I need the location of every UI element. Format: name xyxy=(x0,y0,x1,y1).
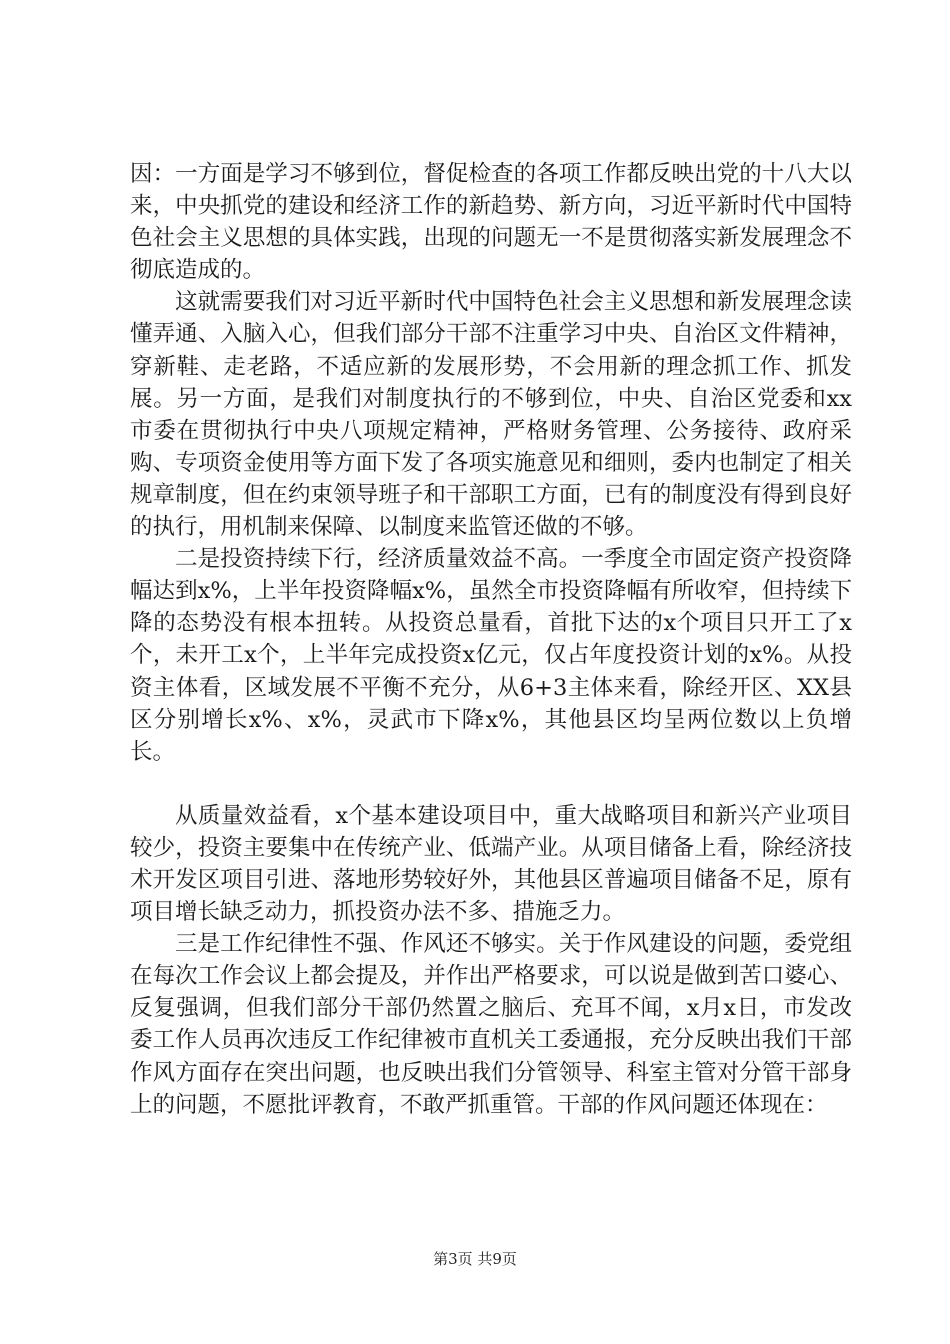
paragraph-2: 这就需要我们对习近平新时代中国特色社会主义思想和新发展理念读懂弄通、入脑入心，但我们部分干部不注重学习中央、自治区文件精神，穿新鞋、走老路，不适应新的发展形势，不会用新的理念抓工作、抓发展。另一方面，是我们对制度执行的不够到位，中央、自治区党委和xx市委在贯彻执行中央八项规定精神，严格财务管理、公务接待、政府采购、专项资金使用等方面下发了各项实施意见和细则，委内也制定了相关规章制度，但在约束领导班子和干部职工方面，已有的制度没有得到良好的执行，用机制来保障、以制度来监管还做的不够。 xyxy=(130,289,852,541)
paragraph-4: 从质量效益看，x个基本建设项目中，重大战略项目和新兴产业项目较少，投资主要集中在传统产业、低端产业。从项目储备上看，除经济技术开发区项目引进、落地形势较好外，其他县区普遍项目储备不足，原有项目增长缺乏动力，抓投资办法不多、措施乏力。 xyxy=(130,802,852,926)
document-body xyxy=(130,158,852,1121)
page-footer: 第3页 共9页 xyxy=(433,1250,517,1268)
paragraph-gap xyxy=(130,768,852,800)
paragraph-3: 二是投资持续下行，经济质量效益不高。一季度全市固定资产投资降幅达到x%，上半年投资降幅x%，虽然全市投资降幅有所收窄，但持续下降的态势没有根本扭转。从投资总量看，首批下达的x个项目只开工了x个，未开工x个，上半年完成投资x亿元，仅占年度投资计划的x%。从投资主体看，区域发展不平衡不充分，从6+3主体来看，除经开区、XX县区分别增长x%、x%，灵武市下降x%，其他县区均呈两位数以上负增长。 xyxy=(130,546,852,765)
paragraph-5: 三是工作纪律性不强、作风还不够实。关于作风建设的问题，委党组在每次工作会议上都会提及，并作出严格要求，可以说是做到苦口婆心、反复强调，但我们部分干部仍然置之脑后、充耳不闻，x月x日，市发改委工作人员再次违反工作纪律被市直机关工委通报，充分反映出我们干部作风方面存在突出问题，也反映出我们分管领导、科室主管对分管干部身上的问题，不愿批评教育，不敢严抓重管。干部的作风问题还体现在： xyxy=(130,931,852,1118)
paragraph-1: 因：一方面是学习不够到位，督促检查的各项工作都反映出党的十八大以来，中央抓党的建设和经济工作的新趋势、新方向，习近平新时代中国特色社会主义思想的具体实践，出现的问题无一不是贯彻落实新发展理念不彻底造成的。 xyxy=(130,161,852,284)
